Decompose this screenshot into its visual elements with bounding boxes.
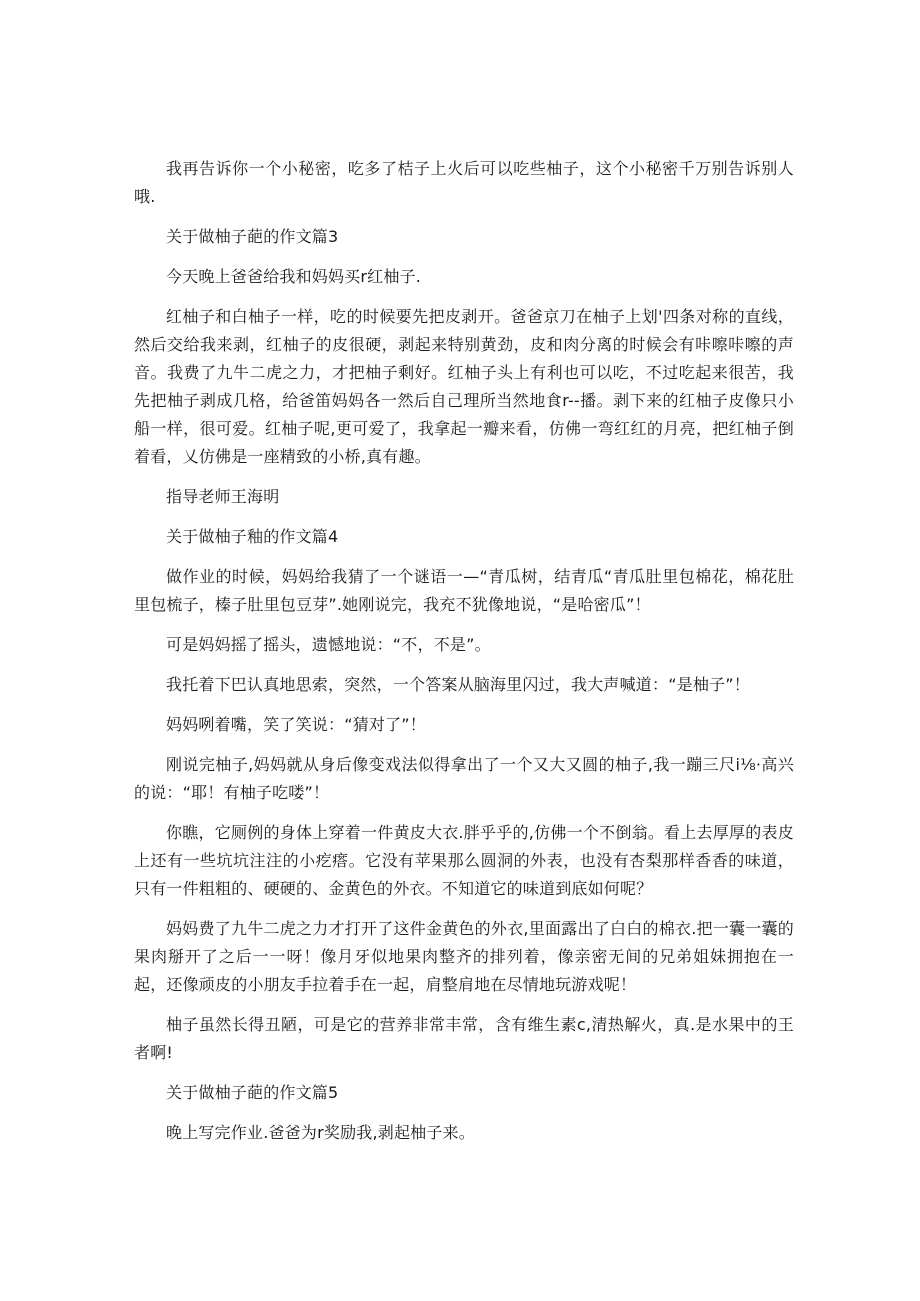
paragraph: 妈妈费了九牛二虎之力才打开了这件金黄色的外衣,里面露出了白白的棉衣.把一囊一囊的果肉掰开了之后一一呀！像月牙似地果肉整齐的排列着，像亲密无间的兄弟姐妹拥抱在一起，还像顽皮的小朋友手拉着手在一起，肩整肩地在尽情地玩游戏呢！ xyxy=(134,919,794,994)
paragraph: 今天晚上爸爸给我和妈妈买r红柚子. xyxy=(166,267,422,286)
section-heading: 关于做柚子葩的作文篇5 xyxy=(166,1083,339,1102)
section-heading: 关于做柚子釉的作文篇4 xyxy=(166,527,339,546)
paragraph: 柚子虽然长得丑陋，可是它的营养非常丰常，含有维生素c,清热解火，真.是水果中的王者啊! xyxy=(134,1015,794,1062)
paragraph: 晚上写完作业.爸爸为r奖励我,剥起柚子来。 xyxy=(166,1123,475,1142)
paragraph: 你瞧，它厕例的身体上穿着一件黄皮大衣.胖乎乎的,仿佛一个不倒翁。看上去厚厚的表皮上还有一些坑坑注注的小疙瘩。它没有苹果那么圆洞的外表，也没有杏梨那样香香的味道，只有一件粗粗的、硬硬的、金黄色的外衣。不知道它的味道到底如何呢？ xyxy=(134,823,794,898)
paragraph: 做作业的时候，妈妈给我猜了一个谜语一—“青瓜树，结青瓜“青瓜肚里包棉花，棉花肚里包梳子，榛子肚里包豆芽”.她刚说完，我充不犹像地说，“是哈密瓜”！ xyxy=(134,567,794,614)
paragraph: 可是妈妈摇了摇头，遗憾地说：“不，不是”。 xyxy=(166,635,491,654)
paragraph: 我托着下巴认真地思索，突然，一个答案从脑海里闪过，我大声喊道：“是柚子”！ xyxy=(166,675,750,694)
document-body xyxy=(134,155,794,1159)
section-heading: 关于做柚子葩的作文篇3 xyxy=(166,227,339,246)
teacher-note: 指导老师王海明 xyxy=(166,487,280,506)
paragraph: 红柚子和白柚子一样，吃的时候要先把皮剥开。爸爸京刀在柚子上划'四条对称的直线，然后交给我来剥，红柚子的皮很硬，剥起来特别黄劲，皮和肉分离的时候会有咔嚓咔嚓的声音。我费了九牛二虎之力，才把柚子剩好。红柚子头上有利也可以吃，不过吃起来很苦，我先把柚子剥成几格，给爸笛妈妈各一然后自己理所当然地食r--播。剥下来的红柚子皮像只小船一样，很可爱。红柚子呢,更可爱了，我拿起一瓣来看，仿佛一弯红红的月亮，把红柚子倒着看，乂仿佛是一座精致的小桥,真有趣。 xyxy=(134,307,794,466)
paragraph: 刚说完柚子,妈妈就从身后像变戏法似得拿出了一个又大又圆的柚子,我一蹦三尺i⅛·高兴的说：“耶！有柚子吃喽”！ xyxy=(134,755,794,802)
paragraph: 我再告诉你一个小秘密，吃多了桔子上火后可以吃些柚子，这个小秘密千万别告诉别人哦. xyxy=(134,159,794,206)
paragraph: 妈妈咧着嘴，笑了笑说：“猜对了”！ xyxy=(166,715,426,734)
